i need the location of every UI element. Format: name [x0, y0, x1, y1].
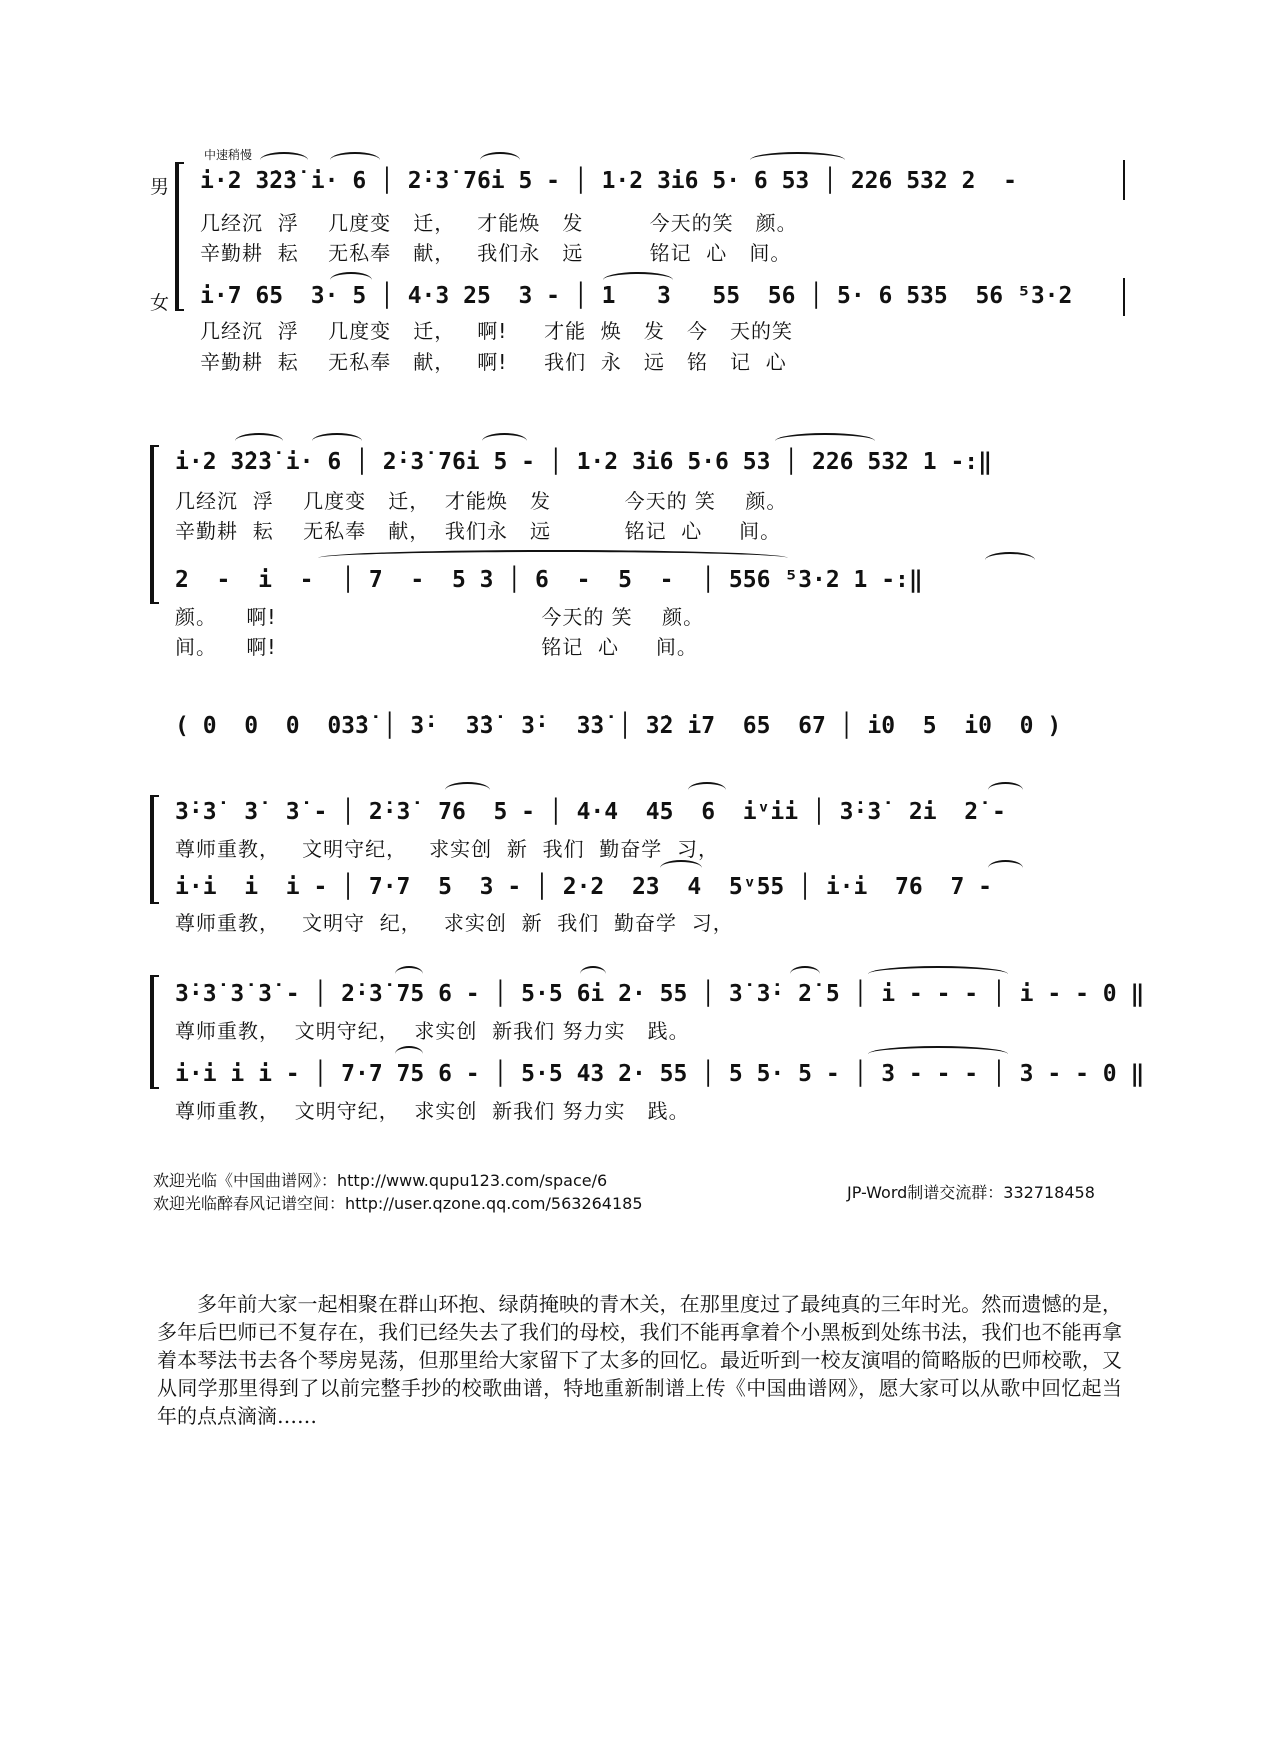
male-lyrics-verse-2: 辛勤耕 耘 无私奉 献， 我们永 远 铭记 心 间。 [200, 241, 792, 265]
female-lyrics-verse-2: 辛勤耕 耘 无私奉 献， 啊! 我们 永 远 铭 记 心 [200, 350, 787, 374]
slur-mark [330, 152, 380, 160]
footer-link-qupu[interactable]: 欢迎光临《中国曲谱网》：http://www.qupu123.com/space/6 [153, 1171, 608, 1190]
slur-mark [603, 272, 673, 280]
female-lyrics: 尊师重教， 文明守纪， 求实创 新我们 努力实 践。 [175, 1099, 690, 1123]
slur-mark [750, 152, 845, 160]
system-brace [150, 445, 159, 604]
interlude-notes-line: ( 0 0 0 03̇3̇ │ 3̇· 3̇3̇ 3̇· 3̇3̇ │ 3̇2 i7 65 67 │ i0 5 i0 0 ) [175, 713, 1062, 739]
female-lyrics: 尊师重教， 文明守 纪， 求实创 新 我们 勤奋学 习， [175, 911, 734, 935]
slur-mark [330, 272, 372, 280]
female-voice-label: 女 [150, 292, 170, 314]
slur-mark [260, 152, 308, 160]
slur-mark [235, 433, 283, 441]
male-notes-line: i·2 3̇2̇3̇ i· 6 │ 2̇·3̇ 76i 5 - │ 1·2 3i6 5· 6 53 │ 226 532 2 - [200, 168, 1017, 194]
system-brace [150, 795, 159, 904]
slur-mark [775, 433, 875, 441]
female-lyrics-verse-1: 颜。 啊! 今天的 笑 颜。 [175, 605, 705, 629]
male-lyrics-verse-1: 几经沉 浮 几度变 迁， 才能焕 发 今天的 笑 颜。 [175, 489, 788, 513]
description-paragraph: 多年前大家一起相聚在群山环抱、绿荫掩映的青木关，在那里度过了最纯真的三年时光。然而遗憾的是，多年后巴师已不复存在，我们已经失去了我们的母校，我们不能再拿着个小黑板到处练书法，我们也不能再拿着本琴法书去各个琴房晃荡，但那里给大家留下了太多的回忆。最近听到一校友演唱的简略版的巴师校歌，又从同学那里得到了以前完整手抄的校歌曲谱，特地重新制谱上传《中国曲谱网》，愿大家可以从歌中回忆起当年的点点滴滴…… [157, 1292, 1122, 1428]
system-brace [175, 162, 184, 311]
male-voice-label: 男 [150, 176, 170, 198]
male-notes-line: 3̇·3̇ 3̇ 3̇ - │ 2̇·3̇ 75 6 - │ 5·5 6i 2· 55 │ 3̇ 3̇· 2̇ 5 │ i - - - │ i - - 0 ‖ [175, 981, 1145, 1007]
slur-mark [790, 966, 820, 974]
slur-mark [312, 433, 362, 441]
male-notes-line: i·2 3̇2̇3̇ i· 6 │ 2̇·3̇ 76i 5 - │ 1·2 3i6 5·6 53 │ 226 532 1 -:‖ [175, 449, 992, 475]
slur-mark [868, 1046, 1008, 1054]
slur-mark [395, 1046, 423, 1054]
male-lyrics-verse-2: 辛勤耕 耘 无私奉 献， 我们永 远 铭记 心 间。 [175, 519, 782, 543]
barline [1123, 160, 1125, 200]
female-notes-line: 2 - i - │ 7 - 5 3 │ 6 - 5 - │ 556 ⁵3·2 1 -:‖ [175, 567, 923, 593]
barline [1123, 278, 1125, 316]
slur-mark [395, 966, 423, 974]
footer-link-qzone[interactable]: 欢迎光临醉春风记谱空间：http://user.qzone.qq.com/563264185 [153, 1194, 643, 1213]
slur-mark [318, 550, 788, 558]
female-notes-line: i·i i i - │ 7·7 5 3 - │ 2·2 23 4 5ᵛ55 │ i·i 76 7 - [175, 874, 992, 900]
male-notes-line: 3̇·3̇ 3̇ 3̇ - │ 2̇·3̇ 76 5 - │ 4·4 45 6 iᵛii │ 3̇·3̇ 2̇i 2̇ - [175, 799, 1006, 825]
slur-mark [480, 152, 520, 160]
tempo-marking: 中速稍慢 [204, 148, 253, 162]
slur-mark [868, 966, 1008, 974]
slur-mark [688, 782, 726, 790]
slur-mark [988, 782, 1023, 790]
male-lyrics-verse-1: 几经沉 浮 几度变 迁， 才能焕 发 今天的笑 颜。 [200, 211, 798, 235]
slur-mark [580, 966, 606, 974]
slur-mark [985, 552, 1035, 560]
female-notes-line: i·i i i - │ 7·7 75 6 - │ 5·5 43 2· 55 │ 5 5· 5 - │ 3 - - - │ 3 - - 0 ‖ [175, 1061, 1145, 1087]
footer-group-info: JP-Word制谱交流群：332718458 [847, 1183, 1095, 1202]
male-lyrics: 尊师重教， 文明守纪， 求实创 新 我们 勤奋学 习， [175, 837, 720, 861]
male-lyrics: 尊师重教， 文明守纪， 求实创 新我们 努力实 践。 [175, 1019, 690, 1043]
slur-mark [988, 860, 1023, 868]
female-lyrics-verse-1: 几经沉 浮 几度变 迁， 啊! 才能 焕 发 今 天的笑 [200, 319, 794, 343]
slur-mark [482, 433, 527, 441]
system-brace [150, 975, 159, 1089]
slur-mark [445, 782, 490, 790]
female-lyrics-verse-2: 间。 啊! 铭记 心 间。 [175, 635, 698, 659]
female-notes-line: i·7 65 3· 5 │ 4·3 25 3 - │ 1 3 55 56 │ 5· 6 535 56 ⁵3·2 [200, 283, 1073, 309]
